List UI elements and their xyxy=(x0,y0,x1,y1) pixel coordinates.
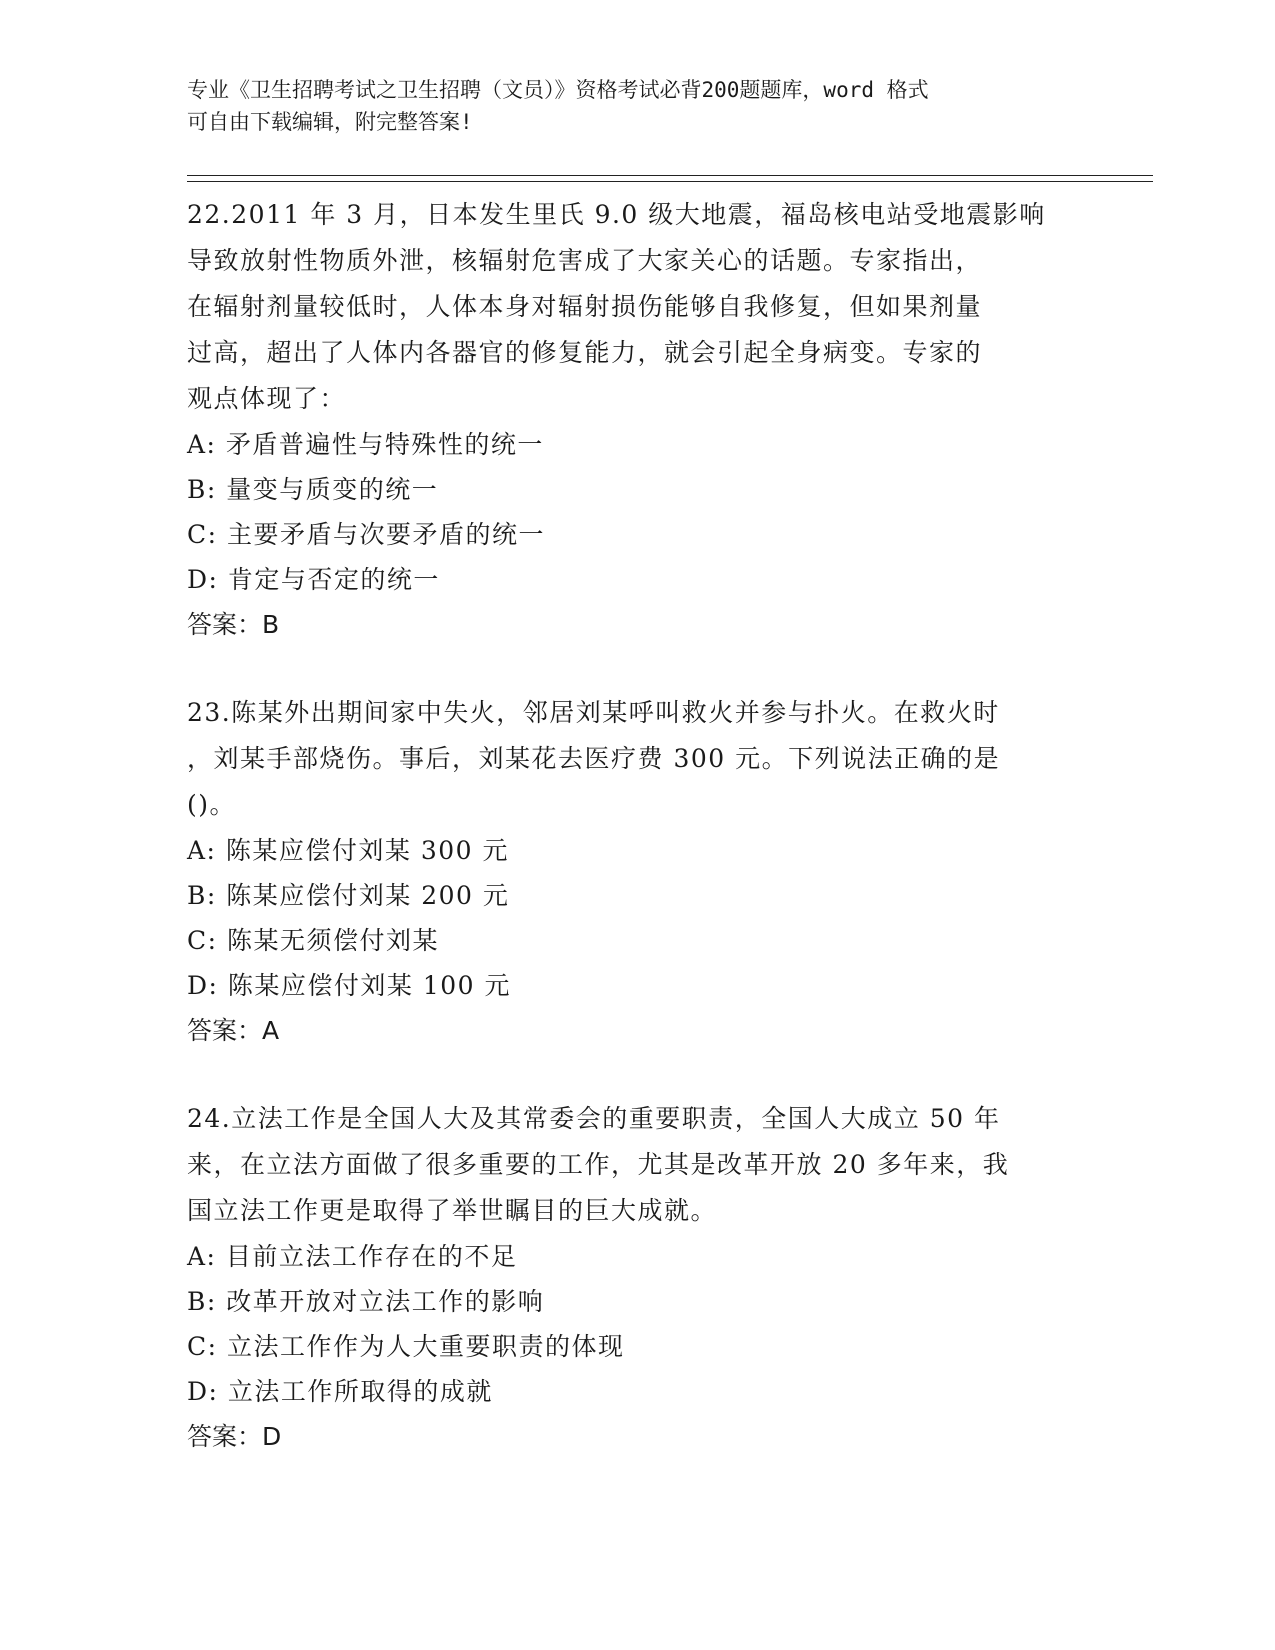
question-text-line: 观点体现了： xyxy=(187,384,347,413)
option-b: B: 改革开放对立法工作的影响 xyxy=(187,1287,545,1316)
answer-label: 答案：A xyxy=(187,1016,280,1045)
option-d: D: 肯定与否定的统一 xyxy=(187,565,440,594)
option-c: C: 陈某无须偿付刘某 xyxy=(187,926,439,955)
option-d: D: 陈某应偿付刘某 100 元 xyxy=(187,971,512,1000)
question-text-line: 22.2011 年 3 月，日本发生里氏 9.0 级大地震，福岛核电站受地震影响 xyxy=(187,200,1046,229)
header-divider-bottom xyxy=(187,181,1153,182)
option-c: C: 主要矛盾与次要矛盾的统一 xyxy=(187,520,545,549)
option-c: C: 立法工作作为人大重要职责的体现 xyxy=(187,1332,625,1361)
question-23 xyxy=(187,690,1087,1054)
question-22 xyxy=(187,192,1087,648)
header-line-2: 可自由下载编辑，附完整答案! xyxy=(187,110,473,134)
option-d: D: 立法工作所取得的成就 xyxy=(187,1377,493,1406)
question-24 xyxy=(187,1096,1087,1460)
question-text-line: 来，在立法方面做了很多重要的工作，尤其是改革开放 20 多年来，我 xyxy=(187,1150,1010,1179)
question-list xyxy=(187,192,1087,1460)
option-b: B: 陈某应偿付刘某 200 元 xyxy=(187,881,510,910)
question-text-line: 导致放射性物质外泄，核辐射危害成了大家关心的话题。专家指出， xyxy=(187,246,983,275)
question-text-line: 23.陈某外出期间家中失火，邻居刘某呼叫救火并参与扑火。在救火时 xyxy=(187,698,1000,727)
option-a: A: 陈某应偿付刘某 300 元 xyxy=(187,836,510,865)
header-divider-top xyxy=(187,175,1153,176)
option-a: A: 矛盾普遍性与特殊性的统一 xyxy=(187,430,544,459)
answer-label: 答案：D xyxy=(187,1422,282,1451)
document-header xyxy=(187,74,1067,138)
question-text-line: 在辐射剂量较低时，人体本身对辐射损伤能够自我修复，但如果剂量 xyxy=(187,292,983,321)
option-b: B: 量变与质变的统一 xyxy=(187,475,439,504)
question-text-line: ，刘某手部烧伤。事后，刘某花去医疗费 300 元。下列说法正确的是 xyxy=(187,744,1001,773)
question-text-line: ()。 xyxy=(187,790,237,819)
header-line-1: 专业《卫生招聘考试之卫生招聘（文员）》资格考试必背200题题库，word 格式 xyxy=(187,78,929,102)
question-text-line: 过高，超出了人体内各器官的修复能力，就会引起全身病变。专家的 xyxy=(187,338,983,367)
question-text-line: 24.立法工作是全国人大及其常委会的重要职责，全国人大成立 50 年 xyxy=(187,1104,1001,1133)
option-a: A: 目前立法工作存在的不足 xyxy=(187,1242,518,1271)
answer-label: 答案：B xyxy=(187,610,280,639)
question-text-line: 国立法工作更是取得了举世瞩目的巨大成就。 xyxy=(187,1196,718,1225)
